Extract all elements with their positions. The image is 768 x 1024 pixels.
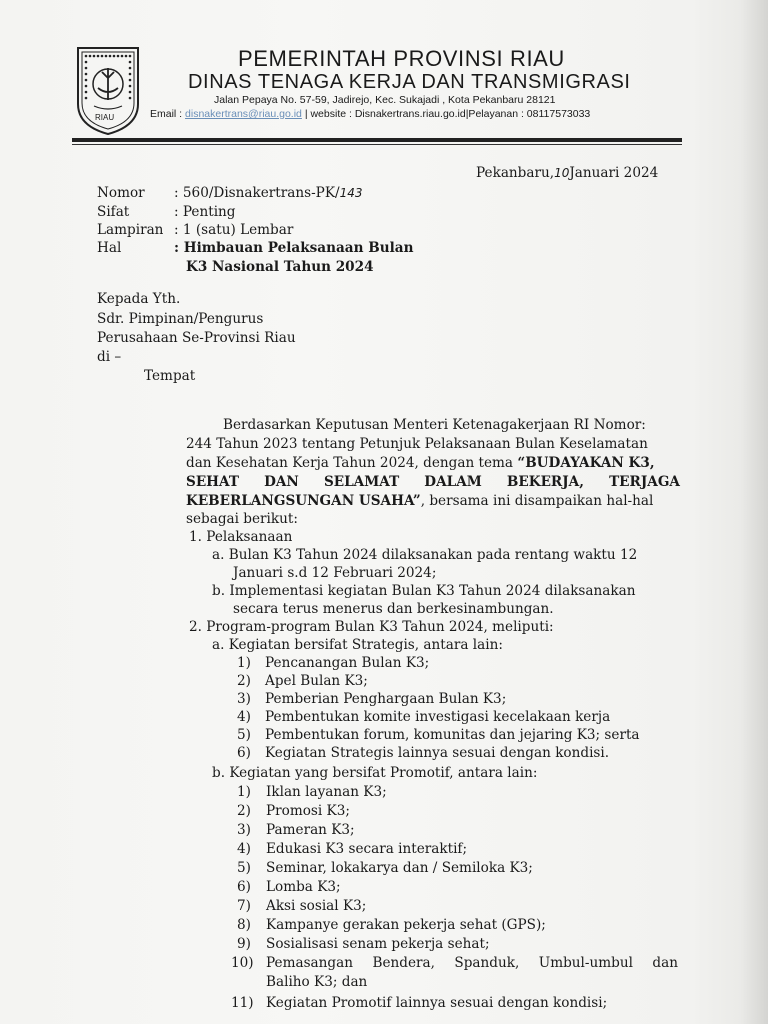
list-number: 3) [237,822,251,838]
recipient-line: Tempat [144,368,196,384]
list-item: Sosialisasi senam pekerja sehat; [266,936,490,952]
list-number: 2) [237,803,251,819]
list-number: 3) [237,691,251,707]
letterhead-rule [72,138,682,142]
list-item: a. Bulan K3 Tahun 2024 dilaksanakan pada rentang waktu 12 [212,547,638,563]
list-number: 7) [237,898,251,914]
list-item: Aksi sosial K3; [266,898,367,914]
list-item: secara terus menerus dan berkesinambungan. [233,601,554,617]
list-item: Pembentukan forum, komunitas dan jejaring K3; serta [265,727,640,743]
list-item: Edukasi K3 secara interaktif; [266,841,468,857]
list-item: Pemasangan Bendera, Spanduk, Umbul-umbul dan [266,955,678,971]
sifat-value: : Penting [174,204,236,220]
section-heading: 1. Pelaksanaan [189,529,293,545]
body-theme-line: SEHAT DAN SELAMAT DALAM BEKERJA, TERJAGA [186,474,680,490]
list-item: Pemberian Penghargaan Bulan K3; [265,691,507,707]
nomor-label: Nomor [97,185,145,201]
hal-label: Hal [97,240,122,256]
subsection-heading: a. Kegiatan bersifat Strategis, antara lain: [212,637,503,653]
nomor-value: : 560/Disnakertrans-PK/143 [174,185,363,201]
subsection-heading: b. Kegiatan yang bersifat Promotif, antara lain: [212,765,538,781]
letter-date: Pekanbaru,10Januari 2024 [476,165,659,181]
list-item: Baliho K3; dan [266,974,368,990]
list-number: 6) [237,879,251,895]
list-item: Seminar, lokakarya dan / Semiloka K3; [266,860,533,876]
letterhead-contact: Email : disnakertrans@riau.go.id | website : Disnakertrans.riau.go.id|Pelayanan : 08117573033 [150,108,591,120]
list-number: 5) [237,860,251,876]
list-number: 4) [237,709,251,725]
riau-emblem-icon [72,44,144,136]
list-item: Lomba K3; [266,879,341,895]
lampiran-value: : 1 (satu) Lembar [174,222,294,238]
body-text: 244 Tahun 2023 tentang Petunjuk Pelaksanaan Bulan Keselamatan [186,436,648,452]
list-number: 6) [237,745,251,761]
list-number: 8) [237,917,251,933]
list-number: 4) [237,841,251,857]
emblem-caption: RIAU [95,113,115,122]
list-number: 5) [237,727,251,743]
list-item: Kegiatan Strategis lainnya sesuai dengan kondisi. [265,745,610,761]
body-text: dan Kesehatan Kerja Tahun 2024, dengan tema “BUDAYAKAN K3, [186,455,655,471]
list-item: b. Implementasi kegiatan Bulan K3 Tahun 2024 dilaksanakan [212,583,636,599]
letterhead-address: Jalan Pepaya No. 57-59, Jadirejo, Kec. Sukajadi , Kota Pekanbaru 28121 [214,94,556,106]
list-item: Pencanangan Bulan K3; [265,655,430,671]
list-number: 2) [237,673,251,689]
list-number: 9) [237,936,251,952]
list-number: 11) [231,995,254,1011]
recipient-line: di – [97,349,122,365]
list-item: Apel Bulan K3; [265,673,368,689]
hal-value-line2: K3 Nasional Tahun 2024 [186,259,374,275]
email-link[interactable]: disnakertrans@riau.go.id [185,108,302,120]
recipient-line: Kepada Yth. [97,291,181,307]
sifat-label: Sifat [97,204,130,220]
list-item: Januari s.d 12 Februari 2024; [233,565,437,581]
list-item: Pameran K3; [266,822,355,838]
recipient-line: Sdr. Pimpinan/Pengurus [97,311,264,327]
list-number: 10) [231,955,254,971]
letterhead-government: PEMERINTAH PROVINSI RIAU [238,46,565,71]
body-text: Berdasarkan Keputusan Menteri Ketenagakerjaan RI Nomor: [223,417,646,433]
body-text: sebagai berikut: [186,511,298,527]
list-item: Iklan layanan K3; [266,784,387,800]
letterhead-agency: DINAS TENAGA KERJA DAN TRANSMIGRASI [188,71,631,93]
body-text: KEBERLANGSUNGAN USAHA”, bersama ini disampaikan hal-hal [186,493,654,509]
list-item: Pembentukan komite investigasi kecelakaan kerja [265,709,611,725]
list-number: 1) [237,655,251,671]
lampiran-label: Lampiran [97,222,164,238]
list-number: 1) [237,784,251,800]
recipient-line: Perusahaan Se-Provinsi Riau [97,330,296,346]
list-item: Kampanye gerakan pekerja sehat (GPS); [266,917,546,933]
list-item: Promosi K3; [266,803,350,819]
section-heading: 2. Program-program Bulan K3 Tahun 2024, meliputi: [189,619,554,635]
hal-value-line1: : Himbauan Pelaksanaan Bulan [174,240,414,256]
list-item: Kegiatan Promotif lainnya sesuai dengan kondisi; [266,995,608,1011]
